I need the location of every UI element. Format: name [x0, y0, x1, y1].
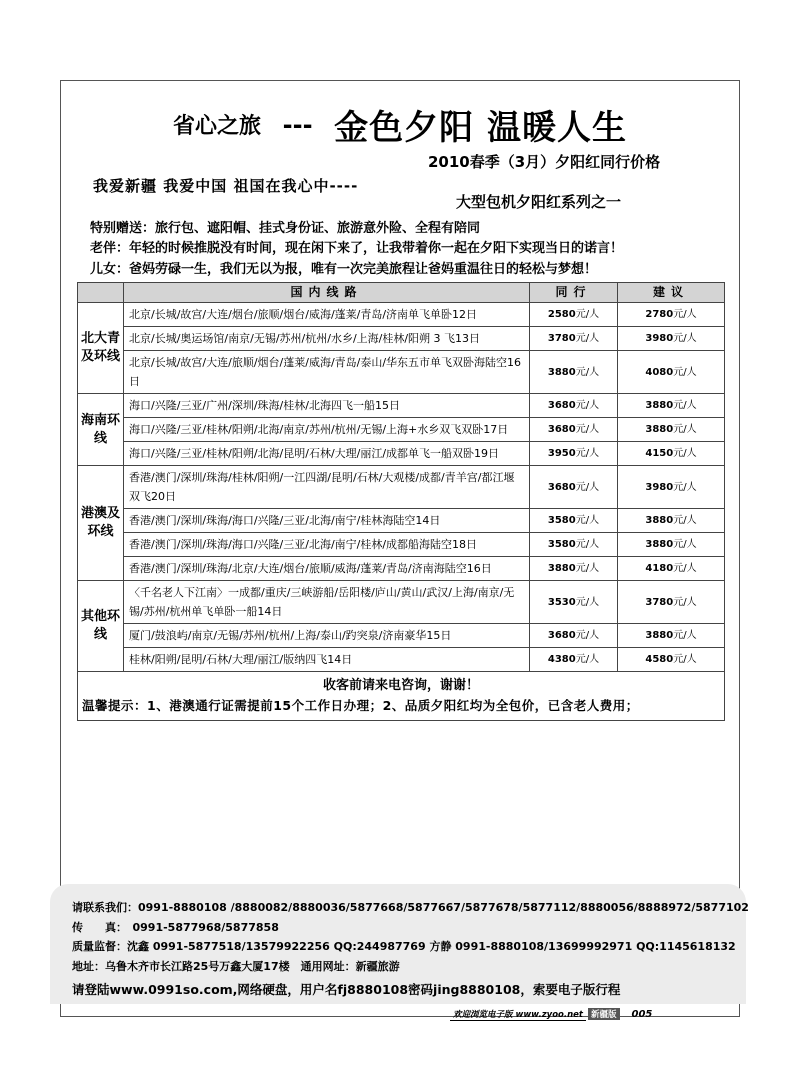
login-instructions: 请登陆www.0991so.com,网络硬盘，用户名fj8880108密码jing8880108，索要电子版行程 — [72, 982, 621, 997]
route-price-table — [77, 282, 725, 721]
route-cell: 香港/澳门/深圳/珠海/海口/兴隆/三亚/北海/南宁/桂林海陆空14日 — [124, 509, 530, 533]
edition-badge: 新疆版 — [588, 1008, 620, 1020]
header-peer-price: 同行 — [530, 283, 618, 303]
route-cell: 北京/长城/故宫/大连/烟台/旅顺/烟台/威海/蓬莱/青岛/济南单飞单卧12日 — [124, 303, 530, 327]
route-cell: 香港/澳门/深圳/珠海/桂林/阳朔/一江四湖/昆明/石林/大观楼/成都/青羊宫/都江堰双飞20日 — [124, 466, 530, 509]
contact-fax: 传 真： 0991-5877968/5877858 — [72, 921, 279, 934]
table-row — [78, 624, 725, 648]
suggested-price: 4080元/人 — [618, 351, 725, 394]
table-row — [78, 351, 725, 394]
page-number: 005 — [631, 1009, 653, 1020]
route-cell: 海口/兴隆/三亚/桂林/阳朔/北海/昆明/石林/大理/丽江/成都单飞一船双卧19日 — [124, 442, 530, 466]
peer-price: 3880元/人 — [530, 557, 618, 581]
route-cell: 北京/长城/奥运场馆/南京/无锡/苏州/杭州/水乡/上海/桂林/阳朔 3 飞13日 — [124, 327, 530, 351]
gift-note: 特别赠送：旅行包、遮阳帽、挂式身份证、旅游意外险、全程有陪同 — [90, 221, 481, 236]
headline-sub: 省心之旅 — [173, 114, 262, 139]
warm-tip: 温馨提示：1、港澳通行证需提前15个工作日办理；2、品质夕阳红均为全包价，已含老人费用； — [82, 698, 639, 713]
table-row — [78, 303, 725, 327]
route-cell: 桂林/阳朔/昆明/石林/大理/丽江/版纳四飞14日 — [124, 648, 530, 672]
table-row — [78, 442, 725, 466]
region-north: 北大青及环线 — [78, 303, 124, 394]
peer-price: 3950元/人 — [530, 442, 618, 466]
table-row — [78, 466, 725, 509]
children-note: 儿女：爸妈劳碌一生，我们无以为报，唯有一次完美旅程让爸妈重温往日的轻松与梦想！ — [90, 262, 598, 277]
table-row — [78, 533, 725, 557]
suggested-price: 3880元/人 — [618, 509, 725, 533]
suggested-price: 4180元/人 — [618, 557, 725, 581]
table-footer-row — [78, 672, 725, 721]
site-promo: 欢迎浏览电子版 www.zyoo.net — [450, 1008, 586, 1021]
route-cell: 〈千名老人下江南〉一成都/重庆/三峡游船/岳阳楼/庐山/黄山/武汉/上海/南京/无锡/苏州/杭州单飞单卧一船14日 — [124, 581, 530, 624]
suggested-price: 3980元/人 — [618, 327, 725, 351]
suggested-price: 3880元/人 — [618, 533, 725, 557]
peer-price: 3680元/人 — [530, 466, 618, 509]
headline — [60, 100, 740, 149]
route-cell: 厦门/鼓浪屿/南京/无锡/苏州/杭州/上海/泰山/趵突泉/济南豪华15日 — [124, 624, 530, 648]
header-blank — [78, 283, 124, 303]
peer-price: 3680元/人 — [530, 418, 618, 442]
consult-note: 收客前请来电咨询，谢谢！ — [322, 678, 479, 693]
table-row — [78, 509, 725, 533]
suggested-price: 3780元/人 — [618, 581, 725, 624]
suggested-price: 3880元/人 — [618, 394, 725, 418]
peer-price: 3680元/人 — [530, 624, 618, 648]
header-route: 国内线路 — [124, 283, 530, 303]
route-cell: 北京/长城/故宫/大连/旅顺/烟台/蓬莱/威海/青岛/泰山/华东五市单飞双卧海陆空16日 — [124, 351, 530, 394]
peer-price: 4380元/人 — [530, 648, 618, 672]
peer-price: 3880元/人 — [530, 351, 618, 394]
suggested-price: 3880元/人 — [618, 624, 725, 648]
region-hainan: 海南环线 — [78, 394, 124, 466]
route-cell: 香港/澳门/深圳/珠海/海口/兴隆/三亚/北海/南宁/桂林/成都船海陆空18日 — [124, 533, 530, 557]
route-cell: 海口/兴隆/三亚/桂林/阳朔/北海/南京/苏州/杭州/无锡/上海+水乡双飞双卧17日 — [124, 418, 530, 442]
bottom-strip — [450, 1008, 652, 1022]
table-row — [78, 557, 725, 581]
header-suggested-price: 建议 — [618, 283, 725, 303]
address: 地址：乌鲁木齐市长江路25号万鑫大厦17楼 通用网址：新疆旅游 — [72, 960, 400, 973]
table-row — [78, 327, 725, 351]
season-price-label: 2010春季（3月）夕阳红同行价格 — [428, 153, 661, 171]
route-cell: 香港/澳门/深圳/珠海/北京/大连/烟台/旅顺/威海/蓬莱/青岛/济南海陆空16日 — [124, 557, 530, 581]
suggested-price: 4580元/人 — [618, 648, 725, 672]
region-other: 其他环线 — [78, 581, 124, 672]
peer-price: 3530元/人 — [530, 581, 618, 624]
peer-price: 3780元/人 — [530, 327, 618, 351]
suggested-price: 3880元/人 — [618, 418, 725, 442]
table-row — [78, 394, 725, 418]
peer-price: 3680元/人 — [530, 394, 618, 418]
table-footer — [78, 672, 725, 721]
suggested-price: 3980元/人 — [618, 466, 725, 509]
peer-price: 2580元/人 — [530, 303, 618, 327]
table-row — [78, 581, 725, 624]
suggested-price: 4150元/人 — [618, 442, 725, 466]
contact-phones: 请联系我们：0991-8880108 /8880082/8880036/5877668/5877667/5877678/5877112/8880056/8888972/5877102 — [72, 901, 749, 914]
peer-price: 3580元/人 — [530, 533, 618, 557]
table-header-row — [78, 283, 725, 303]
suggested-price: 2780元/人 — [618, 303, 725, 327]
route-cell: 海口/兴隆/三亚/广州/深圳/珠海/桂林/北海四飞一船15日 — [124, 394, 530, 418]
headline-main: 金色夕阳 温暖人生 — [334, 108, 627, 148]
quality-supervision: 质量监督：沈鑫 0991-5877518/13579922256 QQ:244987769 方静 0991-8880108/13699992971 QQ:1145618132 — [72, 940, 736, 953]
table-row — [78, 648, 725, 672]
slogan: 我爱新疆 我爱中国 祖国在我心中---- — [93, 177, 359, 195]
headline-separator: --- — [282, 110, 313, 139]
peer-price: 3580元/人 — [530, 509, 618, 533]
table-row — [78, 418, 725, 442]
series-label: 大型包机夕阳红系列之一 — [456, 193, 622, 211]
region-hk-macau: 港澳及环线 — [78, 466, 124, 581]
spouse-note: 老伴：年轻的时候推脱没有时间，现在闲下来了，让我带着你一起在夕阳下实现当日的诺言！ — [90, 241, 624, 256]
